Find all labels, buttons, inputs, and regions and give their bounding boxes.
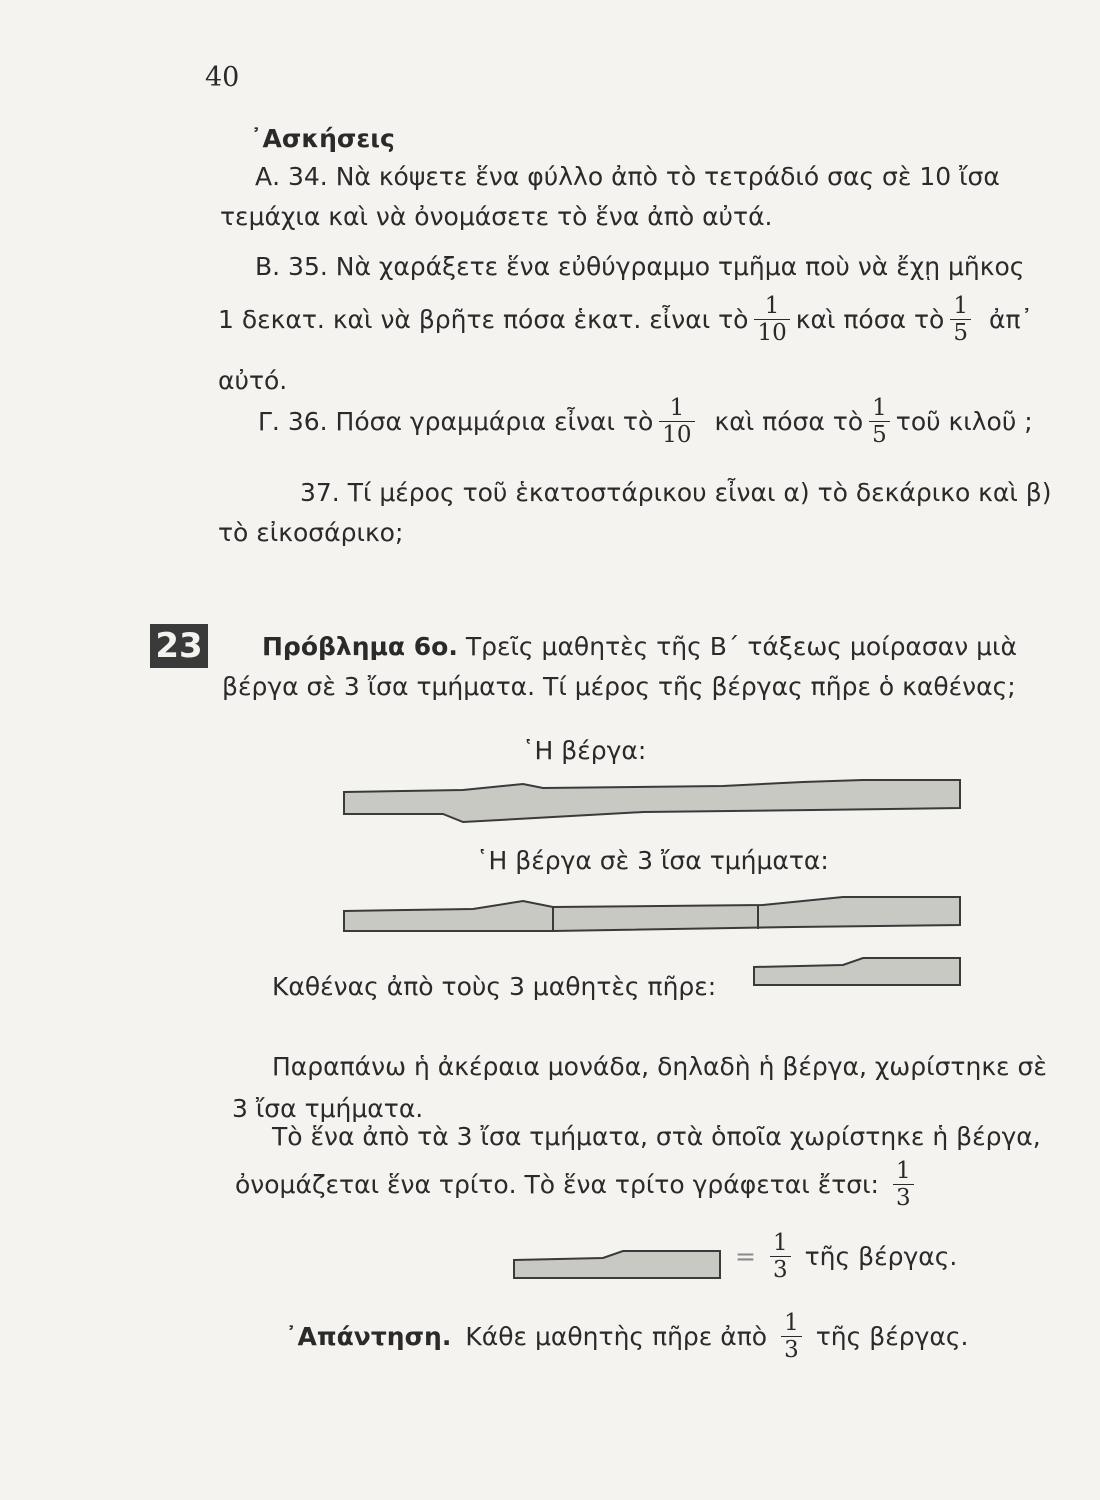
problem-line1 <box>262 632 1017 662</box>
exercise-35-line3: αὐτό. <box>218 366 288 395</box>
exercise-36-text-a: Γ. 36. Πόσα γραμμάρια εἶναι τὸ <box>258 406 654 436</box>
fraction-one-third <box>893 1158 914 1211</box>
answer-line <box>285 1310 968 1363</box>
fraction-denominator: 3 <box>781 1336 802 1363</box>
fraction-one-fifth <box>950 293 971 346</box>
paragraph-1-line1: Παραπάνω ἡ ἀκέραια μονάδα, δηλαδὴ ἡ βέργα, χωρίστηκε σὲ <box>272 1052 1047 1081</box>
exercise-34-line1: Α. 34. Νὰ κόψετε ἕνα φύλλο ἀπὸ τὸ τετράδιό σας σὲ 10 ἴσα <box>255 162 1000 191</box>
equals-sign: = <box>735 1241 756 1271</box>
of-stick-text: τῆς βέργας. <box>804 1241 958 1271</box>
page-number: 40 <box>205 62 240 93</box>
fraction-numerator: 1 <box>784 1310 799 1336</box>
equation-line <box>735 1230 957 1283</box>
caption-each-student: Καθένας ἀπὸ τοὺς 3 μαθητὲς πῆρε: <box>272 972 717 1001</box>
answer-label: ᾿Απάντηση. <box>285 1321 452 1351</box>
exercise-37-line2: τὸ εἰκοσάρικο; <box>218 518 404 547</box>
exercise-35-text-b: καὶ πόσα τὸ <box>795 304 945 334</box>
exercise-35-line2 <box>218 293 1033 346</box>
fraction-denominator: 3 <box>893 1184 914 1211</box>
exercise-36-text-b: καὶ πόσα τὸ <box>714 406 864 436</box>
paragraph-2-line1: Τὸ ἕνα ἀπὸ τὰ 3 ἴσα τμήματα, στὰ ὁποῖα χωρίστηκε ἡ βέργα, <box>272 1122 1041 1151</box>
exercise-35-text-c: ἀπ᾿ <box>988 304 1034 334</box>
exercise-35-text-a: 1 δεκατ. καὶ νὰ βρῆτε πόσα ἑκατ. εἶναι τὸ <box>218 304 749 334</box>
fraction-denominator: 5 <box>869 421 890 448</box>
fraction-numerator: 1 <box>953 293 968 319</box>
fraction-one-fifth <box>869 395 890 448</box>
exercises-heading: ᾿Ασκήσεις <box>250 124 395 153</box>
paragraph-2-line2 <box>235 1158 914 1211</box>
fraction-numerator: 1 <box>872 395 887 421</box>
fraction-one-tenth <box>659 395 694 448</box>
paragraph-2-text: ὀνομάζεται ἕνα τρίτο. Τὸ ἕνα τρίτο γράφεται ἔτσι: <box>235 1169 879 1199</box>
fraction-numerator: 1 <box>772 1230 788 1256</box>
fraction-denominator: 10 <box>659 421 694 448</box>
fraction-numerator: 1 <box>895 1158 911 1184</box>
exercise-36-text-c: τοῦ κιλοῦ ; <box>895 406 1033 436</box>
caption-three-parts: ῾Η βέργα σὲ 3 ἴσα τμήματα: <box>476 846 829 875</box>
fraction-one-tenth <box>754 293 789 346</box>
exercise-34-line2: τεμάχια καὶ νὰ ὀνομάσετε τὸ ἕνα ἀπὸ αὐτά. <box>220 202 773 231</box>
fraction-denominator: 10 <box>754 319 789 346</box>
stick-one-third-figure <box>513 1248 723 1284</box>
exercise-36-line <box>258 395 1033 448</box>
answer-text: Κάθε μαθητὴς πῆρε ἀπὸ <box>465 1321 768 1351</box>
stick-three-parts-figure <box>343 895 963 935</box>
stick-figure <box>343 776 963 816</box>
problem-text-line2: βέργα σὲ 3 ἴσα τμήματα. Τί μέρος τῆς βέργας πῆρε ὁ καθένας; <box>222 672 1016 701</box>
answer-tail: τῆς βέργας. <box>815 1321 969 1351</box>
paragraph-1-line2: 3 ἴσα τμήματα. <box>232 1094 424 1123</box>
stick-one-part-figure <box>753 955 963 991</box>
fraction-one-third <box>781 1310 802 1363</box>
problem-text-line1: Τρεῖς μαθητὲς τῆς Β΄ τάξεως μοίρασαν μιὰ <box>465 632 1017 661</box>
exercise-37-line1: 37. Τί μέρος τοῦ ἑκατοστάρικου εἶναι α) τὸ δεκάρικο καὶ β) <box>300 478 1052 507</box>
fraction-numerator: 1 <box>764 293 780 319</box>
fraction-numerator: 1 <box>669 395 685 421</box>
fraction-one-third <box>770 1230 791 1283</box>
fraction-denominator: 5 <box>950 319 971 346</box>
fraction-denominator: 3 <box>770 1256 791 1283</box>
exercise-35-line1: Β. 35. Νὰ χαράξετε ἕνα εὐθύγραμμο τμῆμα ποὺ νὰ ἔχῃ μῆκος <box>255 252 1025 281</box>
caption-stick: ῾Η βέργα: <box>522 736 647 765</box>
problem-title: Πρόβλημα 6ο. <box>262 632 458 661</box>
problem-number-badge: 23 <box>150 624 208 668</box>
